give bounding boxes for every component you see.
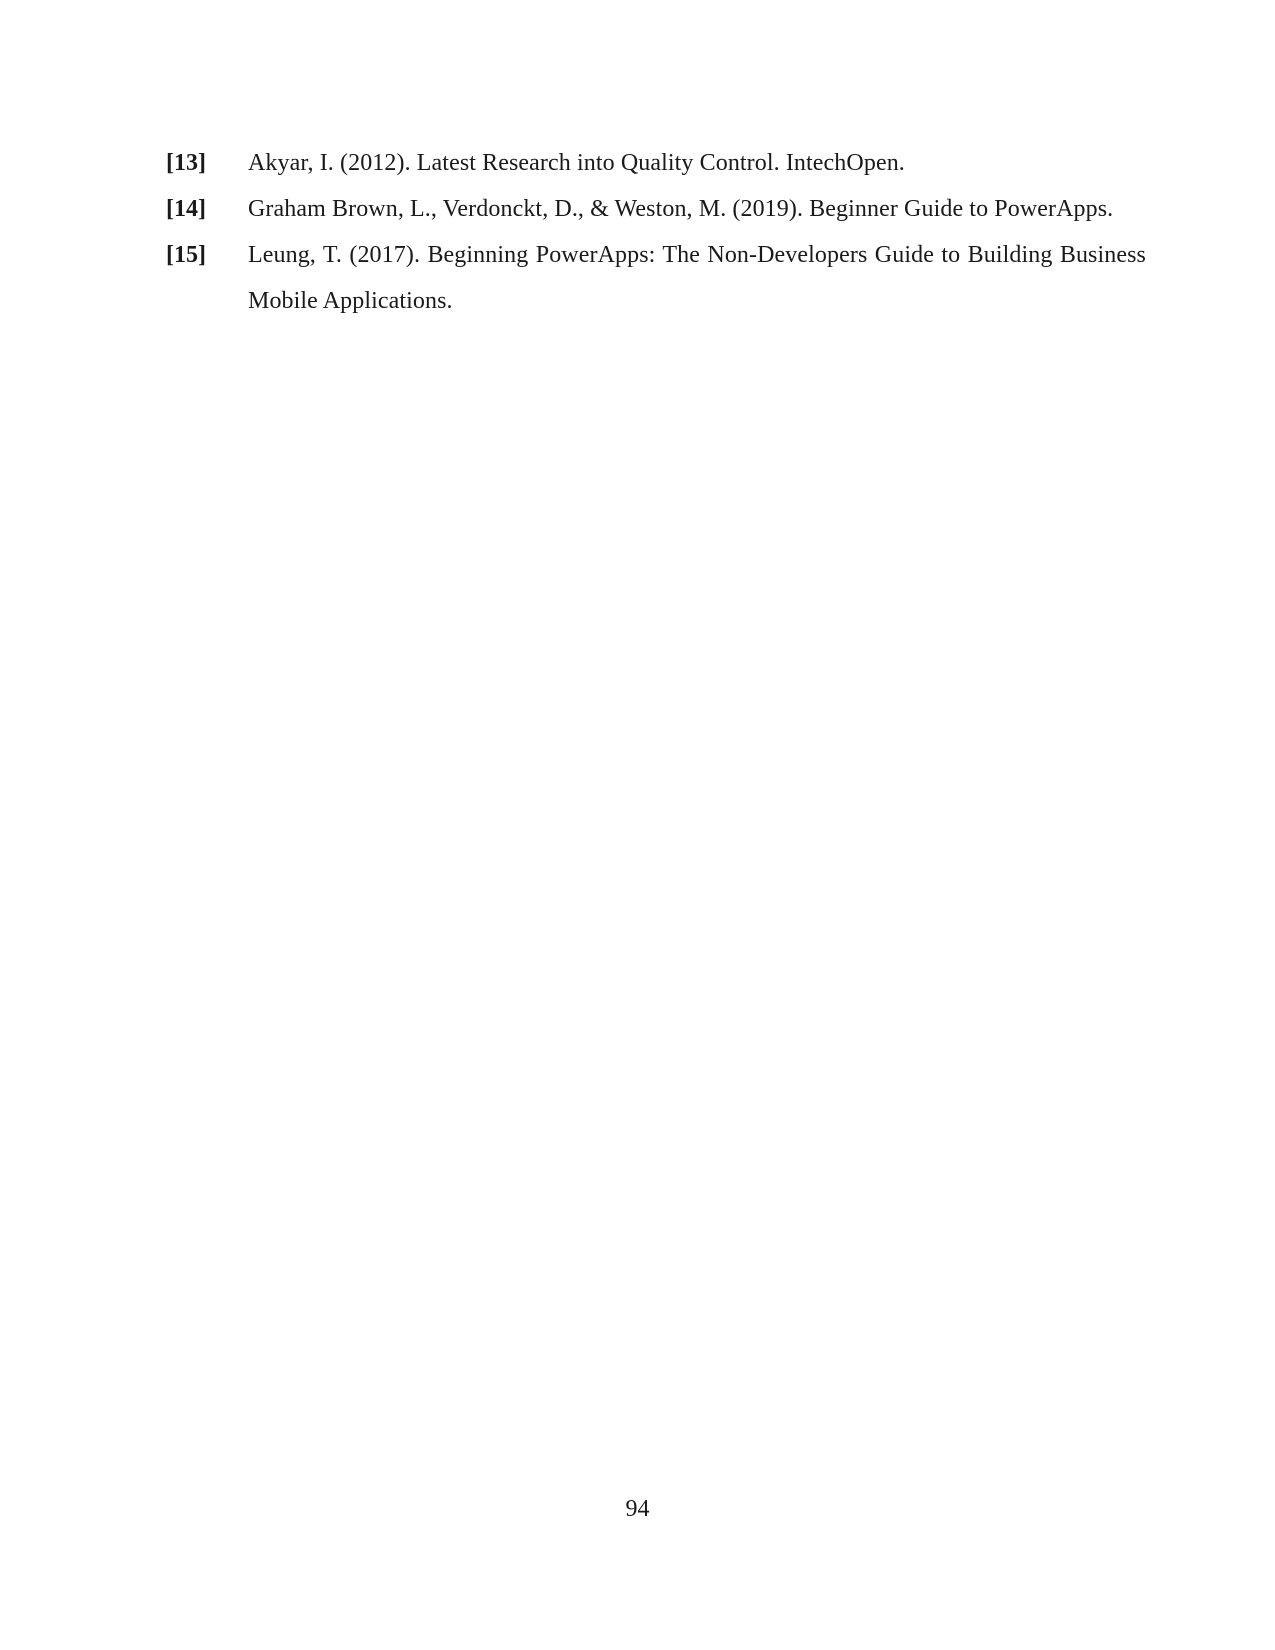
- reference-list: [166, 140, 1146, 324]
- reference-entry: [166, 186, 1146, 232]
- reference-number: [15]: [166, 242, 206, 268]
- page-number: 94: [625, 1496, 650, 1522]
- reference-number: [14]: [166, 196, 206, 222]
- reference-text: Akyar, I. (2012). Latest Research into Quality Control. IntechOpen.: [248, 150, 905, 176]
- reference-entry: [166, 232, 1146, 324]
- reference-entry: [166, 140, 1146, 186]
- reference-text: Leung, T. (2017). Beginning PowerApps: The Non-Developers Guide to Building Business Mobile Applications.: [248, 242, 1146, 314]
- reference-number: [13]: [166, 150, 206, 176]
- reference-text: Graham Brown, L., Verdonckt, D., & Weston, M. (2019). Beginner Guide to PowerApps.: [248, 196, 1114, 222]
